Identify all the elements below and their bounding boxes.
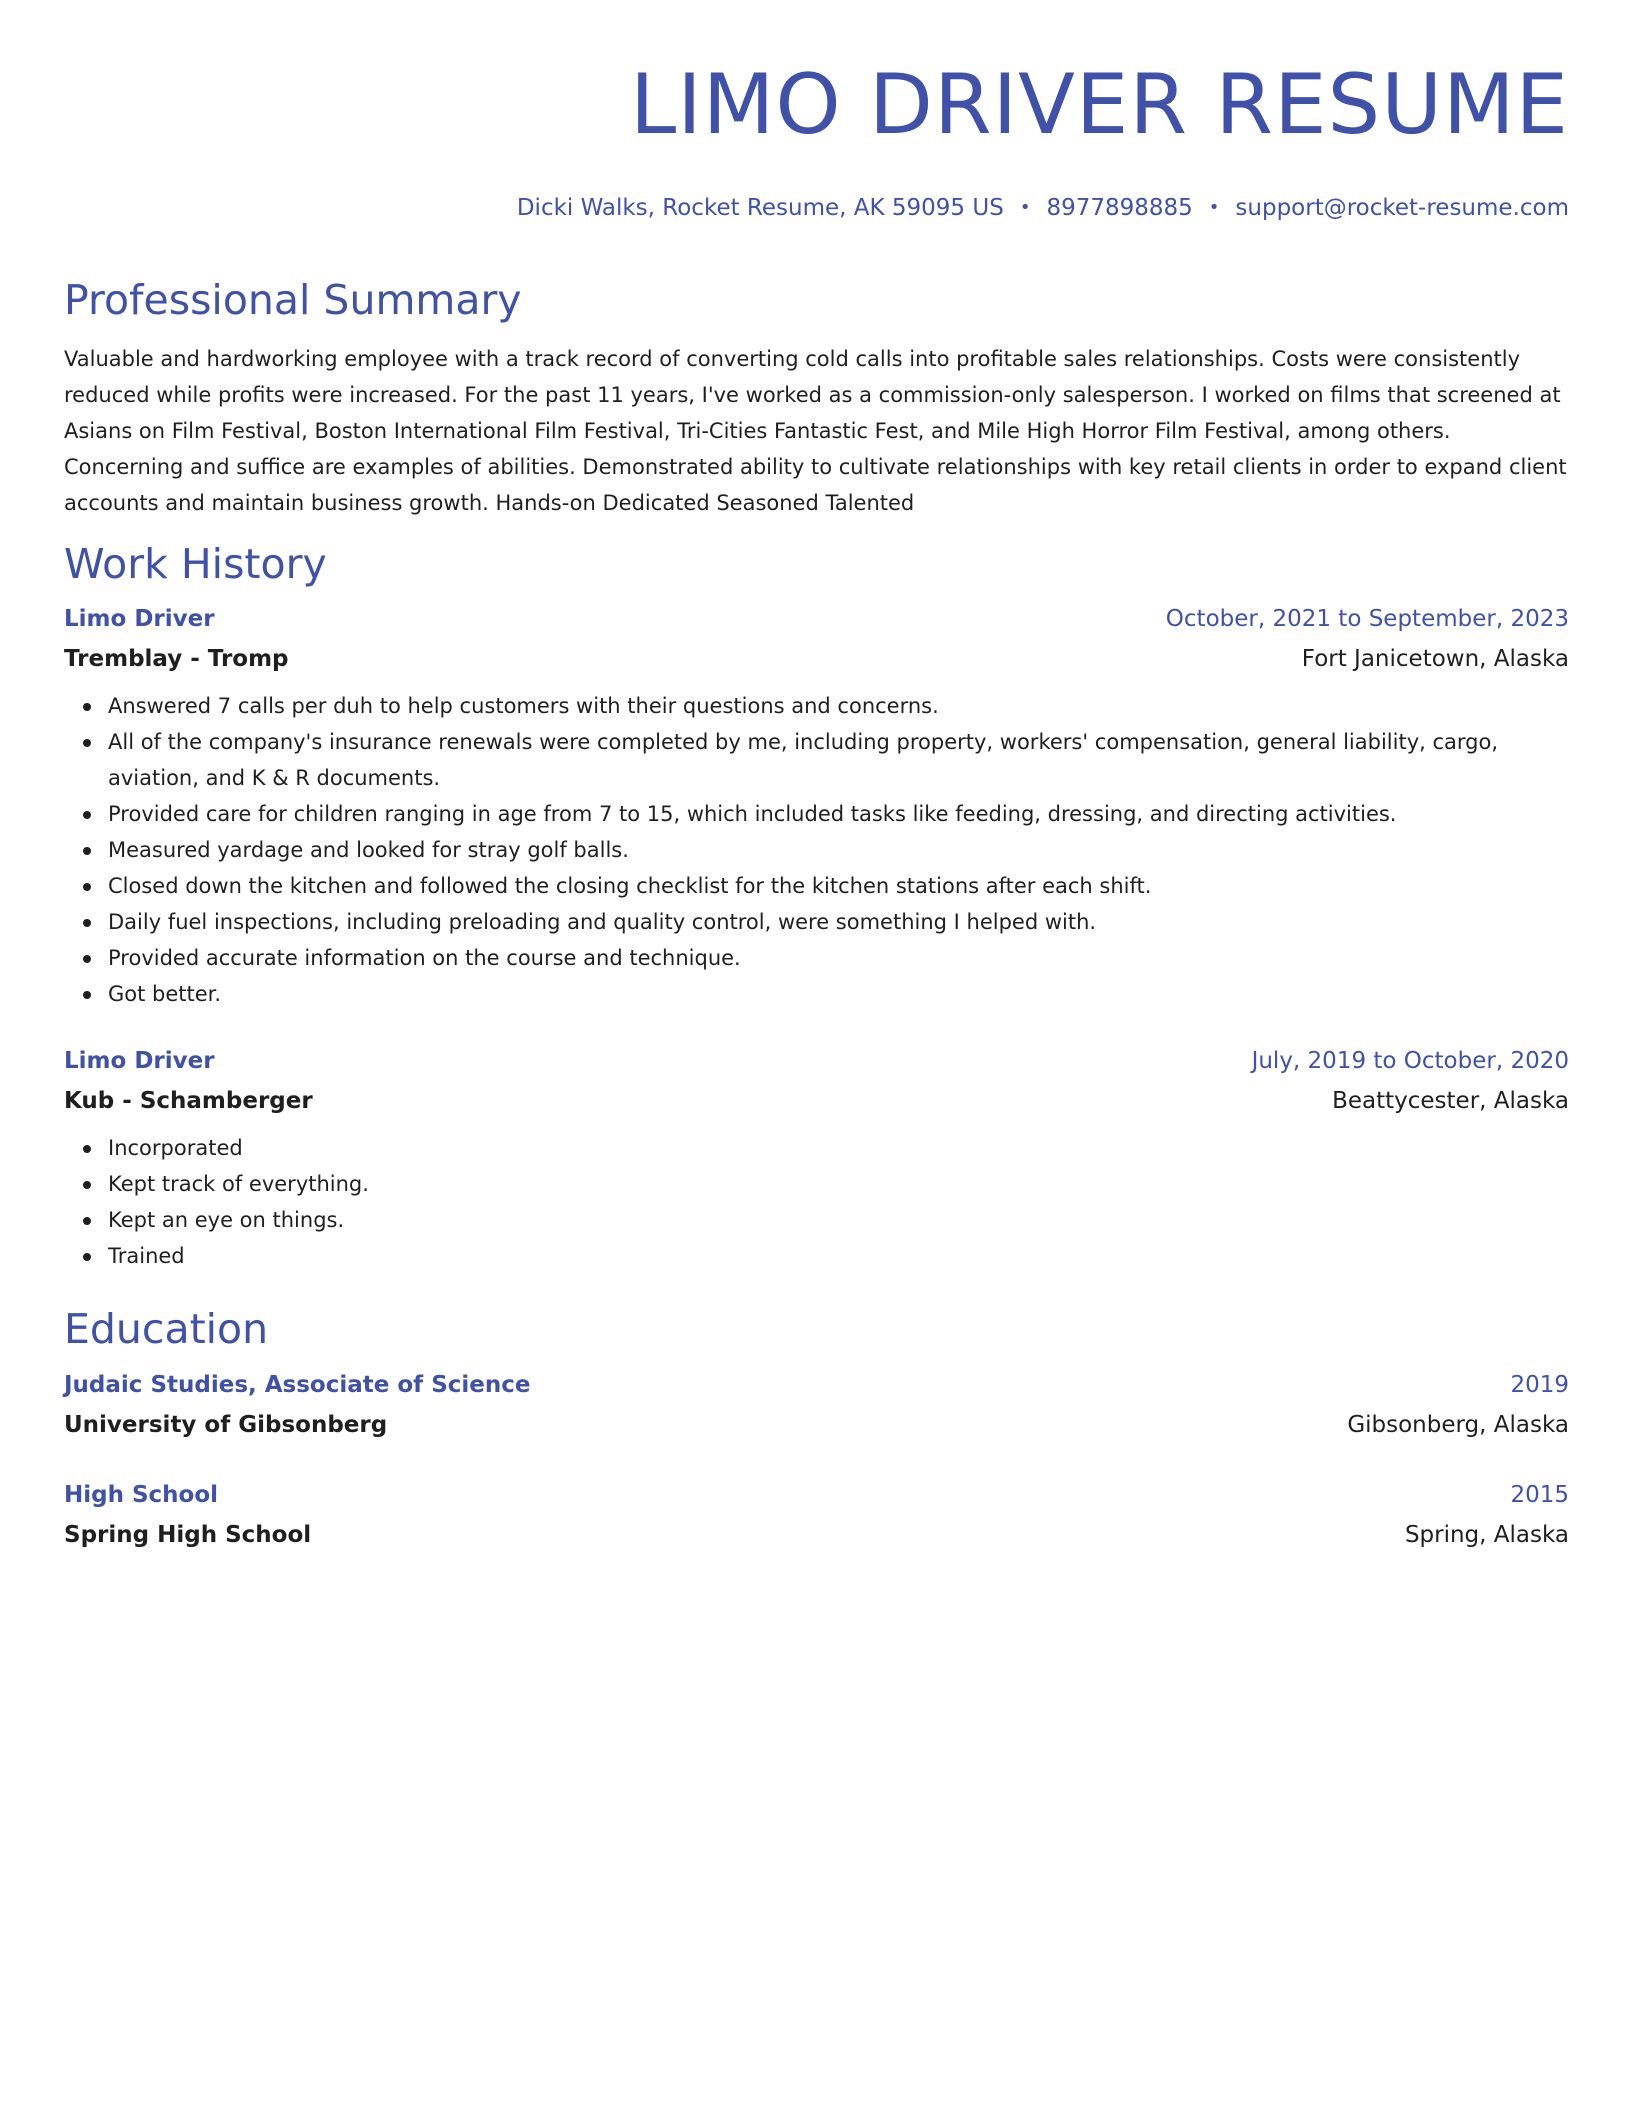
job-company: Kub - Schamberger [64, 1088, 313, 1114]
work-history-heading: Work History [64, 540, 327, 588]
job-dates: July, 2019 to October, 2020 [1251, 1048, 1569, 1074]
job-bullet [108, 1166, 1569, 1202]
summary-text: Valuable and hardworking employee with a track record of converting cold calls into profitable sales relationships. Costs were consistently reduced while profits were increased. For the past 11 years, I've worked as a commission-only salesperson. I worked on films that screened at Asians on Film Festival, Boston International Film Festival, Tri-Cities Fantastic Fest, and Mile High Horror Film Festival, among others. Concerning and suffice are examples of abilities. Demonstrated ability to cultivate relationships with key retail clients in order to expand client accounts and maintain business growth. Hands-on Dedicated Seasoned Talented [64, 347, 1567, 515]
contact-line [64, 193, 1569, 223]
education-entry [64, 1480, 1569, 1550]
job-bullet [108, 1130, 1569, 1166]
education-degree-row [64, 1370, 1569, 1400]
job-bullet [108, 904, 1569, 940]
job-bullet-list [64, 1130, 1569, 1274]
job-bullet-text: Daily fuel inspections, including preloading and quality control, were something I helped with. [108, 910, 1097, 934]
job-title-row [64, 604, 1569, 634]
job-bullet-text: Got better. [108, 982, 222, 1006]
job-bullet-list [64, 688, 1569, 1012]
education-school-row [64, 1520, 1569, 1550]
bullet-dot-icon [83, 1145, 91, 1153]
education-school-row [64, 1410, 1569, 1440]
job-bullet [108, 1238, 1569, 1274]
job-company: Tremblay - Tromp [64, 646, 289, 672]
bullet-dot-icon [83, 739, 91, 747]
bullet-dot-icon [83, 919, 91, 927]
education-location: Spring, Alaska [1404, 1522, 1569, 1548]
education-location: Gibsonberg, Alaska [1347, 1412, 1569, 1438]
bullet-dot-icon [83, 1253, 91, 1261]
resume-title: LIMO DRIVER RESUME [630, 56, 1569, 153]
job-bullet-text: Answered 7 calls per duh to help customers with their questions and concerns. [108, 694, 939, 718]
job-bullet [108, 1202, 1569, 1238]
bullet-dot-icon [83, 1217, 91, 1225]
bullet-dot-icon [83, 1181, 91, 1189]
job-company-row [64, 644, 1569, 674]
job-company-row [64, 1086, 1569, 1116]
education-school: University of Gibsonberg [64, 1412, 388, 1438]
education-year: 2019 [1510, 1372, 1569, 1398]
job-bullet [108, 832, 1569, 868]
summary-heading: Professional Summary [64, 276, 522, 324]
education-heading: Education [64, 1305, 269, 1353]
job-bullet-text: Kept an eye on things. [108, 1208, 345, 1232]
job-bullet-text: Incorporated [108, 1136, 243, 1160]
education-degree-row [64, 1480, 1569, 1510]
education-entry [64, 1370, 1569, 1440]
job-bullet-text: Trained [108, 1244, 185, 1268]
job-bullet [108, 976, 1569, 1012]
bullet-dot-icon [83, 811, 91, 819]
education-year: 2015 [1510, 1482, 1569, 1508]
bullet-dot-icon [83, 703, 91, 711]
contact-email[interactable]: support@rocket-resume.com [1235, 195, 1569, 221]
job-location: Fort Janicetown, Alaska [1301, 646, 1569, 672]
job-entry [64, 1046, 1569, 1274]
job-title: Limo Driver [64, 606, 215, 632]
job-title-row [64, 1046, 1569, 1076]
contact-address: Dicki Walks, Rocket Resume, AK 59095 US [516, 195, 1004, 221]
job-bullet-text: Closed down the kitchen and followed the closing checklist for the kitchen stations after each shift. [108, 874, 1152, 898]
bullet-dot-icon [83, 955, 91, 963]
job-dates: October, 2021 to September, 2023 [1165, 606, 1569, 632]
job-bullet-text: Kept track of everything. [108, 1172, 369, 1196]
job-title: Limo Driver [64, 1048, 215, 1074]
job-location: Beattycester, Alaska [1332, 1088, 1569, 1114]
bullet-dot-icon [83, 847, 91, 855]
bullet-dot-icon [83, 991, 91, 999]
job-bullet-text: Measured yardage and looked for stray golf balls. [108, 838, 629, 862]
contact-separator: • [1208, 197, 1220, 218]
bullet-dot-icon [83, 883, 91, 891]
job-bullet-text: Provided care for children ranging in age from 7 to 15, which included tasks like feeding, dressing, and directing activities. [108, 802, 1397, 826]
job-entry [64, 604, 1569, 1012]
job-bullet-text: Provided accurate information on the course and technique. [108, 946, 741, 970]
education-degree: Judaic Studies, Associate of Science [64, 1372, 531, 1398]
job-bullet [108, 688, 1569, 724]
education-degree: High School [64, 1482, 219, 1508]
job-bullet [108, 940, 1569, 976]
job-bullet-text: All of the company's insurance renewals were completed by me, including property, workers' compensation, general liability, cargo, aviation, and K & R documents. [108, 730, 1498, 790]
education-school: Spring High School [64, 1522, 312, 1548]
contact-phone: 8977898885 [1046, 195, 1193, 221]
job-bullet [108, 796, 1569, 832]
job-bullet [108, 724, 1569, 796]
contact-separator: • [1019, 197, 1031, 218]
job-bullet [108, 868, 1569, 904]
